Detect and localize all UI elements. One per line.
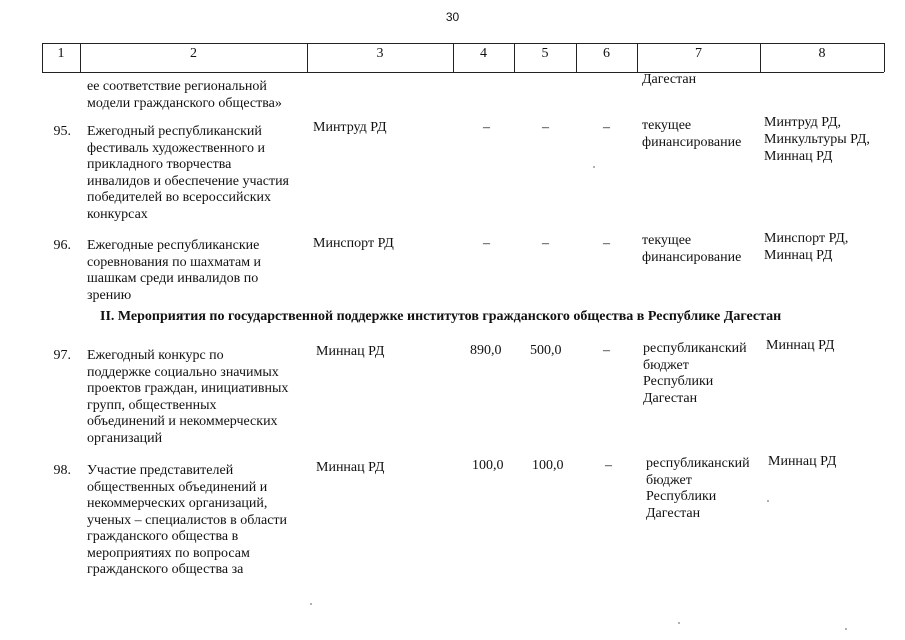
amount-col-5: –	[542, 236, 549, 251]
responsible-line: Минспорт РД,	[764, 231, 849, 246]
page-number: 30	[445, 10, 460, 24]
row-number: 95.	[53, 124, 71, 139]
description-line: конкурсах	[87, 206, 148, 222]
header-col-8: 8	[818, 46, 826, 61]
scan-speck	[593, 166, 595, 168]
scan-speck	[310, 603, 312, 605]
description-line: прикладного творчества	[87, 157, 232, 172]
financing-line: Республики	[643, 374, 714, 389]
row-number: 98.	[53, 463, 71, 478]
description-line: организаций	[87, 430, 163, 446]
description-line: мероприятиях по вопросам	[87, 545, 250, 561]
financing-line: республиканский	[646, 456, 750, 471]
header-col-4: 4	[480, 46, 487, 61]
description-line: Ежегодный республиканский	[87, 124, 262, 139]
header-divider	[884, 43, 885, 72]
description-line: гражданского общества в	[87, 529, 239, 544]
description-line: ученых – специалистов в области	[87, 512, 288, 528]
responsible-line: Миннац РД	[764, 149, 833, 164]
executor: Минспорт РД	[313, 236, 394, 251]
header-col-6: 6	[603, 46, 610, 61]
financing-line: бюджет	[646, 472, 692, 488]
responsible-line: Миннац РД	[764, 247, 833, 263]
responsible-line: Миннац РД	[766, 338, 835, 353]
amount-col-6: –	[603, 236, 610, 251]
header-bottom-rule	[42, 72, 884, 73]
description-line: поддержке социально значимых	[87, 364, 279, 380]
responsible-line: Минкультуры РД,	[764, 132, 870, 147]
header-col-5: 5	[541, 46, 549, 61]
amount-col-5: 500,0	[530, 343, 562, 358]
description-line: победителей во всероссийских	[87, 190, 272, 205]
financing-line: Дагестан	[643, 390, 698, 406]
amount-col-4: 100,0	[472, 458, 504, 473]
description-line: соревнования по шахматам и	[87, 254, 262, 270]
description-line: некоммерческих организаций,	[87, 496, 268, 511]
description-line: зрению	[87, 287, 132, 303]
header-col-3: 3	[376, 46, 384, 61]
description-line: Участие представителей	[87, 463, 234, 478]
amount-col-6: –	[603, 343, 610, 358]
description-line: шашкам среди инвалидов по	[87, 271, 259, 286]
financing-line: республиканский	[643, 341, 747, 356]
row-number: 96.	[53, 238, 71, 253]
description-line: Ежегодные республиканские	[87, 238, 260, 253]
description-line: гражданского общества за	[87, 562, 244, 577]
scan-speck	[845, 628, 847, 630]
amount-col-5: –	[542, 120, 549, 135]
amount-col-6: –	[603, 120, 610, 135]
section-title: II. Мероприятия по государственной поддержке институтов гражданского общества в Республике Дагестан	[100, 309, 782, 324]
continued-financing-line: Дагестан	[642, 72, 697, 87]
continued-description-line: модели гражданского общества»	[87, 96, 282, 111]
amount-col-4: –	[483, 120, 490, 135]
description-line: объединений и некоммерческих	[87, 414, 278, 429]
executor: Минтруд РД	[313, 120, 387, 135]
executor: Миннац РД	[316, 344, 385, 359]
financing-line: текущее	[642, 118, 692, 133]
financing-line: текущее	[642, 233, 692, 248]
financing-line: финансирование	[642, 249, 742, 265]
financing-line: финансирование	[642, 134, 742, 150]
amount-col-6: –	[605, 458, 612, 473]
amount-col-5: 100,0	[532, 458, 564, 473]
responsible-line: Минтруд РД,	[764, 115, 842, 130]
description-line: общественных объединений и	[87, 479, 268, 495]
header-top-rule	[42, 43, 884, 44]
amount-col-4: 890,0	[470, 343, 502, 358]
row-number: 97.	[53, 348, 71, 363]
description-line: фестиваль художественного и	[87, 140, 265, 156]
scan-speck	[678, 622, 680, 624]
continued-description-line: ее соответствие региональной	[87, 79, 267, 94]
executor: Миннац РД	[316, 460, 385, 475]
scan-speck	[767, 500, 769, 502]
responsible-line: Миннац РД	[768, 454, 837, 469]
header-col-1: 1	[57, 46, 65, 61]
description-line: Ежегодный конкурс по	[87, 348, 224, 363]
header-col-7: 7	[695, 46, 702, 61]
financing-line: бюджет	[643, 357, 689, 373]
header-col-2: 2	[190, 46, 197, 61]
amount-col-4: –	[483, 236, 490, 251]
description-line: инвалидов и обеспечение участия	[87, 173, 289, 189]
financing-line: Республики	[646, 489, 717, 504]
financing-line: Дагестан	[646, 505, 701, 521]
description-line: проектов граждан, инициативных	[87, 381, 289, 396]
description-line: групп, общественных	[87, 397, 217, 413]
